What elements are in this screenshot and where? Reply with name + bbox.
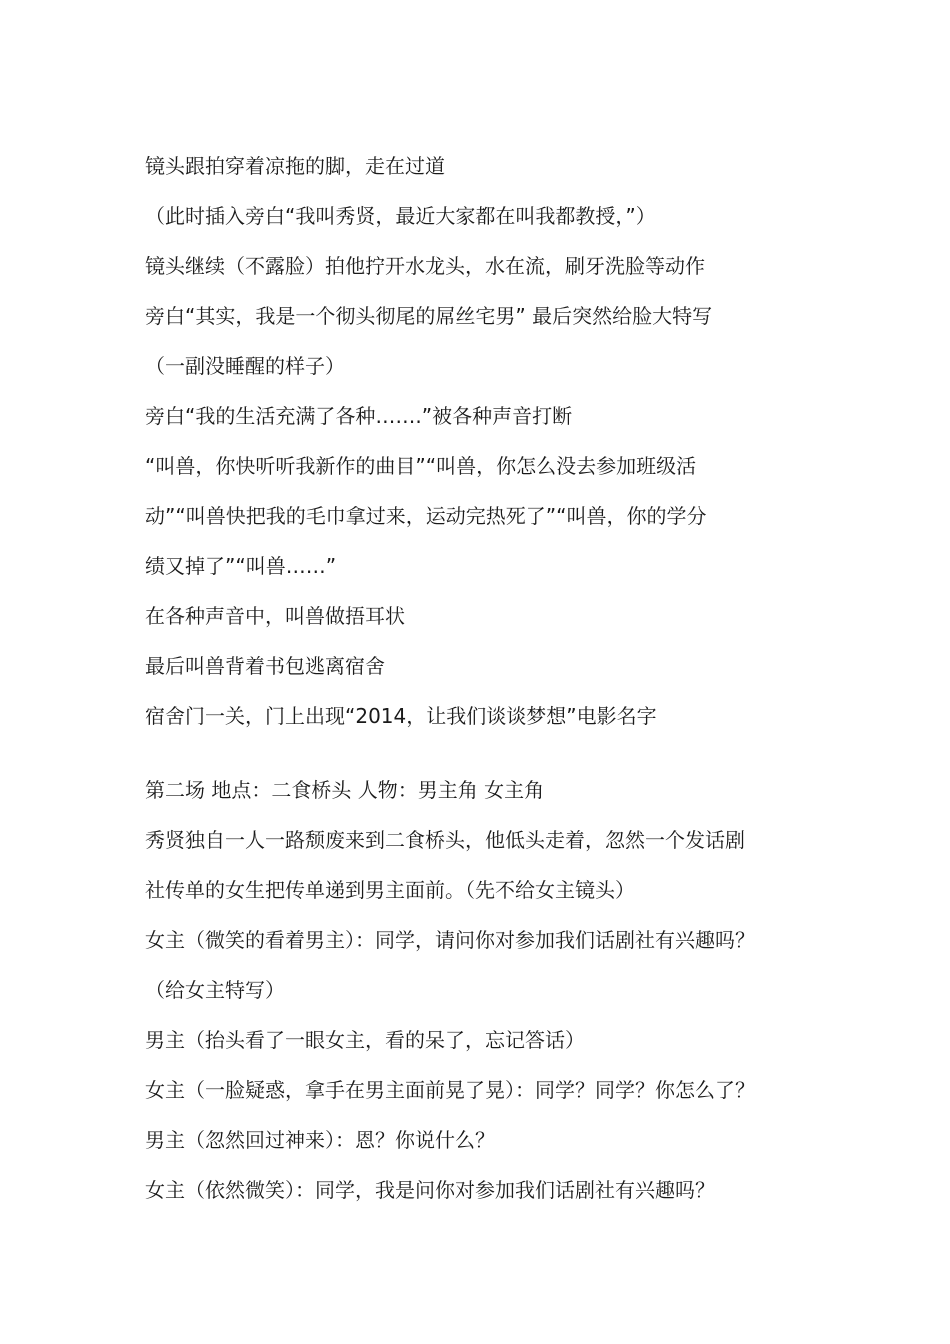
scene-heading: 第二场 地点：二食桥头 人物：男主角 女主角 <box>145 778 545 802</box>
script-text-block <box>145 146 825 1220</box>
text-line: （一副没睡醒的样子） <box>145 354 345 378</box>
text-line: 女主（依然微笑）：同学，我是问你对参加我们话剧社有兴趣吗？ <box>145 1178 715 1202</box>
text-line: 宿舍门一关，门上出现“2014，让我们谈谈梦想”电影名字 <box>145 704 657 728</box>
text-line: 女主（一脸疑惑，拿手在男主面前晃了晃）：同学？同学？你怎么了？ <box>145 1078 755 1102</box>
text-line: 镜头跟拍穿着凉拖的脚，走在过道 <box>145 154 445 178</box>
text-line: 男主（抬头看了一眼女主，看的呆了，忘记答话） <box>145 1028 585 1052</box>
text-line: 旁白“其实，我是一个彻头彻尾的屌丝宅男” 最后突然给脸大特写 <box>145 304 713 328</box>
text-line: （给女主特写） <box>145 978 285 1002</box>
text-line: 动”“叫兽快把我的毛巾拿过来，运动完热死了”“叫兽，你的学分 <box>145 504 707 528</box>
text-line: 镜头继续（不露脸）拍他拧开水龙头，水在流，刷牙洗脸等动作 <box>145 254 705 278</box>
text-line: 最后叫兽背着书包逃离宿舍 <box>145 654 385 678</box>
text-line: 绩又掉了”“叫兽……” <box>145 554 337 578</box>
paragraph-gap <box>145 746 825 770</box>
text-line: 社传单的女生把传单递到男主面前。（先不给女主镜头） <box>145 878 635 902</box>
text-line: 旁白“我的生活充满了各种…….”被各种声音打断 <box>145 404 573 428</box>
text-line: 男主（忽然回过神来）：恩？你说什么？ <box>145 1128 495 1152</box>
text-line: “叫兽，你快听听我新作的曲目”“叫兽，你怎么没去参加班级活 <box>145 454 697 478</box>
text-line: 秀贤独自一人一路颓废来到二食桥头，他低头走着，忽然一个发话剧 <box>145 828 745 852</box>
text-line: （此时插入旁白“我叫秀贤，最近大家都在叫我都教授，”） <box>145 204 656 228</box>
text-line: 女主（微笑的看着男主）：同学，请问你对参加我们话剧社有兴趣吗？ <box>145 928 755 952</box>
text-line: 在各种声音中，叫兽做捂耳状 <box>145 604 405 628</box>
